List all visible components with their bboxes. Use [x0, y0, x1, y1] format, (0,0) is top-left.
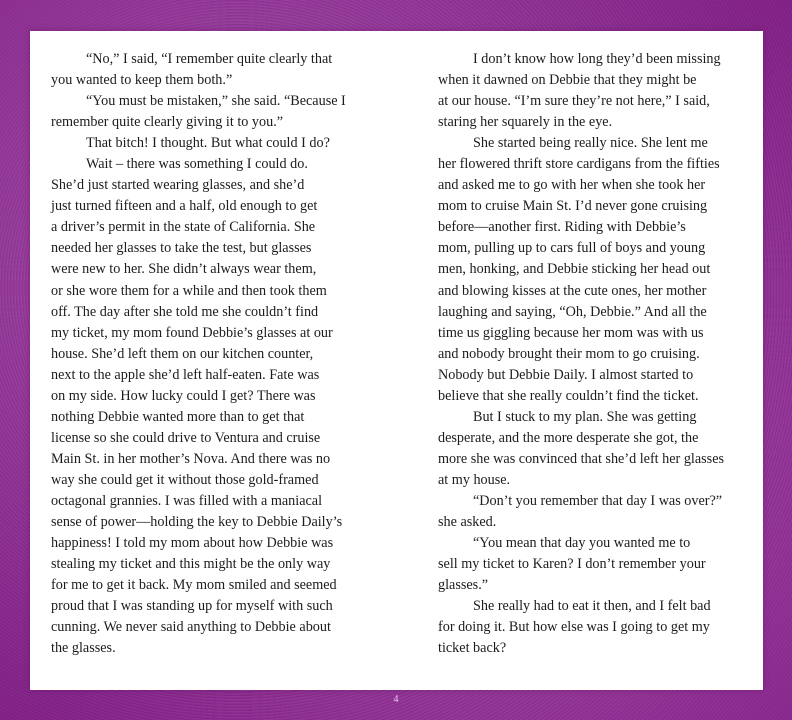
text-line: nothing Debbie wanted more than to get that	[51, 408, 305, 425]
text-line: stealing my ticket and this might be the only way	[51, 556, 331, 573]
text-line: the glasses.	[51, 640, 116, 657]
text-line: She’d just started wearing glasses, and she’d	[51, 177, 305, 194]
text-line: staring her squarely in the eye.	[438, 114, 613, 131]
text-line: believe that she really couldn’t find the ticket.	[438, 387, 699, 404]
text-line: sense of power—holding the key to Debbie Daily’s	[51, 514, 343, 531]
left-text-column	[51, 49, 346, 659]
text-line: were new to her. She didn’t always wear them,	[51, 261, 317, 278]
text-line: men, honking, and Debbie sticking her head out	[438, 261, 711, 278]
text-line: she asked.	[438, 514, 497, 531]
text-line: proud that I was standing up for myself with such	[51, 598, 333, 615]
text-line: “Don’t you remember that day I was over?”	[473, 492, 723, 509]
text-line: ticket back?	[438, 640, 507, 657]
text-line: license so she could drive to Ventura and cruise	[51, 429, 321, 446]
text-line: way she could get it without those gold-framed	[51, 471, 319, 488]
text-line: at my house.	[438, 471, 511, 488]
text-line: glasses.”	[438, 577, 489, 594]
text-line: just turned fifteen and a half, old enough to get	[51, 198, 318, 215]
text-line: laughing and saying, “Oh, Debbie.” And all the	[438, 303, 707, 320]
page-number: 4	[393, 694, 399, 705]
text-line: happiness! I told my mom about how Debbie was	[51, 535, 334, 552]
text-line: Wait – there was something I could do.	[86, 156, 308, 173]
text-line: “No,” I said, “I remember quite clearly that	[86, 51, 333, 67]
text-line: “You must be mistaken,” she said. “Because I	[86, 93, 346, 110]
text-line: She really had to eat it then, and I felt bad	[473, 598, 711, 615]
text-line: more she was convinced that she’d left her glasses	[438, 450, 725, 467]
text-line: at our house. “I’m sure they’re not here,” I said,	[438, 93, 710, 110]
text-line: Nobody but Debbie Daily. I almost started to	[438, 366, 694, 383]
text-line: and asked me to go with her when she took her	[438, 177, 706, 194]
text-line: for me to get it back. My mom smiled and seemed	[51, 577, 337, 594]
text-line: when it dawned on Debbie that they might be	[438, 72, 697, 89]
text-line: I don’t know how long they’d been missing	[473, 51, 721, 67]
text-line: and nobody brought their mom to go cruising.	[438, 345, 700, 362]
text-line: That bitch! I thought. But what could I do?	[86, 135, 330, 152]
text-line: “You mean that day you wanted me to	[473, 535, 691, 552]
text-line: She started being really nice. She lent me	[473, 135, 708, 152]
text-line: needed her glasses to take the test, but glasses	[51, 240, 312, 257]
text-line: octagonal grannies. I was filled with a maniacal	[51, 492, 323, 509]
text-line: cunning. We never said anything to Debbie about	[51, 619, 331, 636]
text-line: before—another first. Riding with Debbie’s	[438, 219, 686, 236]
text-line: and blowing kisses at the cute ones, her mother	[438, 282, 707, 299]
text-line: But I stuck to my plan. She was getting	[473, 408, 697, 425]
text-line: or she wore them for a while and then took them	[51, 282, 327, 299]
text-line: a driver’s permit in the state of California. She	[51, 219, 316, 236]
book-page	[30, 31, 763, 690]
text-line: mom to cruise Main St. I’d never gone cruising	[438, 198, 708, 215]
text-line: on my side. How lucky could I get? There was	[51, 387, 316, 404]
text-line: time us giggling because her mom was with us	[438, 324, 704, 341]
right-text-column	[438, 49, 724, 659]
text-line: for doing it. But how else was I going to get my	[438, 619, 710, 636]
text-line: off. The day after she told me she couldn’t find	[51, 303, 319, 320]
text-line: house. She’d left them on our kitchen counter,	[51, 345, 314, 362]
text-line: Main St. in her mother’s Nova. And there was no	[51, 450, 331, 467]
text-line: next to the apple she’d left half-eaten. Fate was	[51, 366, 320, 383]
text-line: her flowered thrift store cardigans from the fifties	[438, 156, 720, 173]
text-line: remember quite clearly giving it to you.”	[51, 114, 284, 131]
text-line: mom, pulling up to cars full of boys and young	[438, 240, 706, 257]
text-line: you wanted to keep them both.”	[51, 72, 233, 89]
text-line: desperate, and the more desperate she got, the	[438, 429, 699, 446]
text-line: sell my ticket to Karen? I don’t remember your	[438, 556, 706, 573]
text-line: my ticket, my mom found Debbie’s glasses at our	[51, 324, 333, 341]
